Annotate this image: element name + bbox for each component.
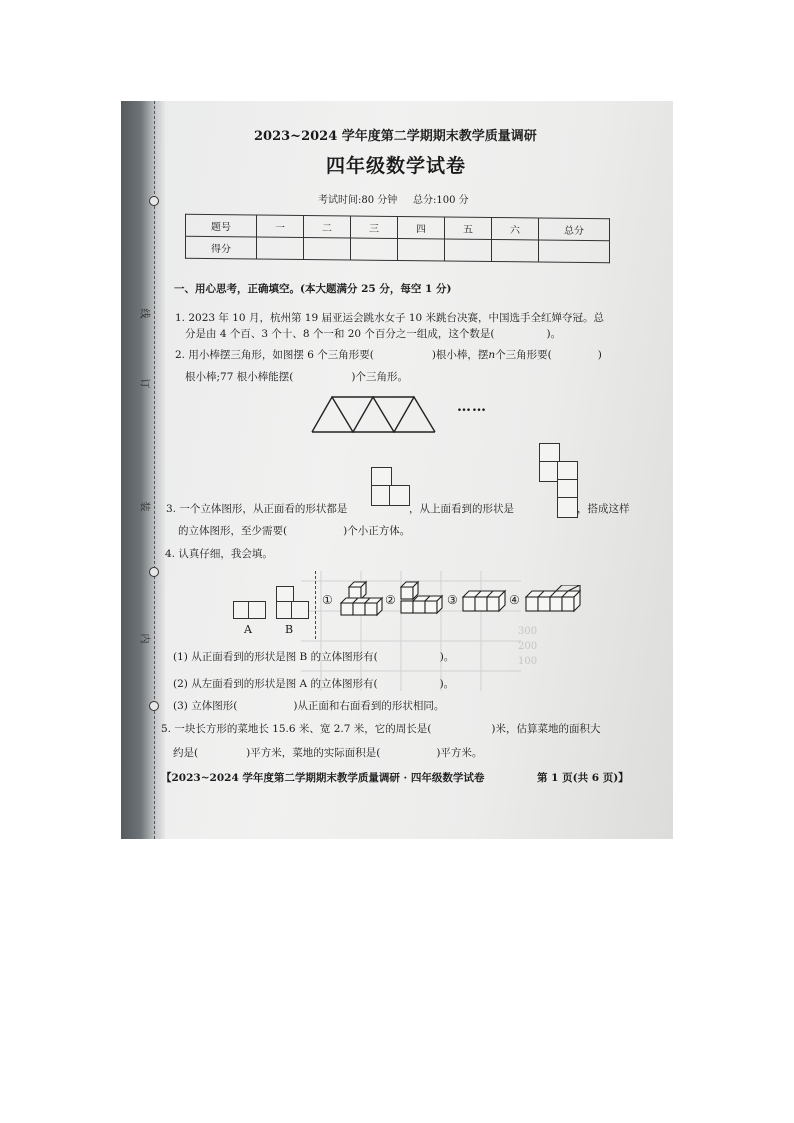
q5-line1	[161, 721, 601, 737]
q3-text: )个小正方体。	[343, 525, 411, 537]
q5-text: )米，估算菜地的面积大	[491, 723, 601, 735]
solid-figure-1	[339, 579, 387, 619]
figure-number: ③	[447, 593, 458, 607]
table-header-cell: 五	[445, 217, 492, 239]
score-table	[185, 214, 610, 263]
score-cell[interactable]	[398, 239, 445, 261]
q1-text: 分是由 4 个百、3 个十、8 个一和 20 个百分之一组成，这个数是(	[185, 328, 495, 340]
figure-number: ②	[385, 593, 396, 607]
q3-line1	[166, 501, 347, 517]
q4-text: (3) 立体图形(	[173, 700, 238, 712]
binding-char: 订	[138, 378, 150, 389]
q1-text-end: )。	[546, 328, 562, 340]
q2-text: )	[597, 349, 602, 361]
q2-text: )个三角形。	[351, 371, 408, 383]
q5-line2	[173, 745, 482, 761]
view-b-label: B	[285, 623, 294, 636]
score-cell[interactable]	[257, 237, 304, 259]
continuation-dots: ……	[457, 399, 487, 415]
q5-text: 约是(	[173, 747, 199, 759]
exam-subtitle: 2023~2024 学年度第二学期期末教学质量调研	[254, 129, 537, 144]
bleed-through-text: 100	[518, 656, 538, 667]
table-header-cell: 四	[398, 217, 445, 239]
score-cell[interactable]	[492, 239, 539, 261]
table-header-cell: 三	[351, 216, 398, 238]
view-a-square	[248, 601, 266, 619]
q1-line2	[185, 326, 561, 342]
q2-text: )根小棒，摆	[431, 349, 489, 361]
binding-hole-icon	[149, 701, 159, 711]
bleed-through-text: 200	[518, 641, 538, 652]
q3-line1-mid: ，从上面看到的形状是	[409, 503, 514, 515]
q4-sub3	[173, 698, 444, 714]
solid-figure-2	[399, 579, 445, 619]
q2-line2	[185, 369, 408, 385]
q2-text: 根小棒;77 根小棒能摆(	[185, 371, 294, 383]
table-header-cell: 二	[304, 216, 351, 238]
bleed-through-text: 300	[518, 626, 538, 637]
binding-char: 装	[138, 501, 150, 512]
total-score: 总分:100 分	[413, 195, 469, 206]
q3-line1-end: ，搭成这样	[577, 503, 630, 515]
table-header-cell: 总分	[539, 218, 610, 241]
exam-paper-photo	[121, 101, 673, 839]
q5-text: 5. 一块长方形的菜地长 15.6 米、宽 2.7 米，它的周长是(	[161, 723, 432, 735]
view-a-label: A	[244, 623, 252, 636]
binding-char: 线	[138, 308, 150, 319]
front-view-square	[389, 485, 410, 506]
cut-line	[154, 101, 155, 839]
q4-text: )。	[439, 678, 455, 690]
table-row	[186, 236, 610, 262]
q1-line1: 1. 2023 年 10 月，杭州第 19 届亚运会跳水女子 10 米跳台决赛，中国选手全红婵夺冠。总	[175, 312, 605, 324]
solid-figure-4	[524, 585, 582, 619]
score-cell[interactable]	[351, 238, 398, 260]
score-cell[interactable]	[304, 238, 351, 260]
q5-text: )平方米，菜地的实际面积是(	[246, 747, 381, 759]
q4-sub2	[173, 676, 454, 692]
q4-sub1	[173, 649, 454, 665]
q4-text: (1) 从正面看到的形状是图 B 的立体图形有(	[173, 651, 378, 663]
q4-text: )从正面和右面看到的形状相同。	[293, 700, 445, 712]
q2-text: 个三角形要(	[495, 349, 552, 361]
q4-text: (2) 从左面看到的形状是图 A 的立体图形有(	[173, 678, 378, 690]
q5-text: )平方米。	[436, 747, 483, 759]
exam-time: 考试时间:80 分钟	[318, 195, 398, 206]
view-b-square	[291, 601, 309, 619]
section-heading: 一、用心思考，正确填空。(本大题满分 25 分，每空 1 分)	[174, 283, 452, 295]
table-header-cell: 一	[257, 215, 304, 237]
q3-line2	[178, 523, 410, 539]
binding-hole-icon	[149, 196, 159, 206]
top-view-square	[557, 497, 578, 518]
table-header-cell: 六	[492, 217, 539, 239]
divider	[315, 571, 316, 639]
q3-text: 的立体图形，至少需要(	[178, 525, 288, 537]
q4-text: )。	[439, 651, 455, 663]
matchstick-triangles-figure	[311, 395, 436, 433]
table-row-label: 得分	[186, 236, 257, 259]
q2-line1	[175, 347, 602, 363]
exam-title: 四年级数学试卷	[326, 155, 467, 177]
binding-char: 内	[138, 633, 150, 644]
figure-number: ④	[509, 593, 520, 607]
binding-strip	[121, 101, 165, 839]
binding-hole-icon	[149, 567, 159, 577]
q4-title: 4. 认真仔细，我会填。	[165, 548, 273, 560]
page-number: 第 1 页(共 6 页)】	[537, 772, 629, 784]
footer-text: 【2023~2024 学年度第二学期期末教学质量调研 · 四年级数学试卷	[161, 772, 485, 784]
q2-variable: n	[488, 349, 496, 361]
score-cell[interactable]	[539, 240, 610, 263]
q3-text: 3. 一个立体图形，从正面看的形状都是	[166, 503, 348, 515]
figure-number: ①	[322, 593, 333, 607]
q2-text: 2. 用小棒摆三角形，如图摆 6 个三角形要(	[175, 349, 374, 361]
solid-figure-3	[461, 585, 509, 619]
score-cell[interactable]	[445, 239, 492, 261]
table-header-cell: 题号	[186, 214, 257, 237]
